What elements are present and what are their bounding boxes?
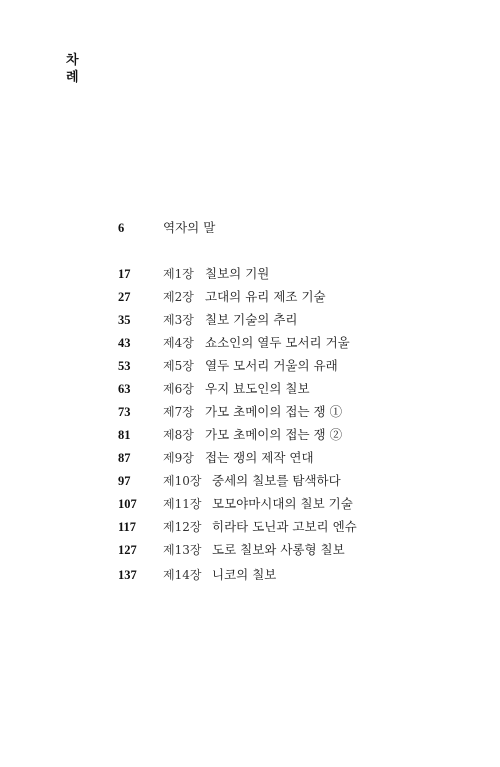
page-number: 53 (118, 359, 131, 373)
toc-entry (0, 425, 500, 445)
page-number: 43 (118, 336, 131, 350)
toc-entry (0, 471, 500, 491)
chapter-title: 도로 칠보와 사롱형 칠보 (212, 542, 345, 557)
chapter-title: 고대의 유리 제조 기술 (205, 289, 326, 304)
chapter-title: 중세의 칠보를 탐색하다 (212, 473, 341, 488)
chapter-label: 제4장 (163, 336, 194, 350)
page-number: 73 (118, 405, 131, 419)
chapter-label: 제11장 (163, 497, 202, 511)
chapter-title: 열두 모서리 거울의 유래 (205, 358, 338, 373)
toc-entry (0, 287, 500, 307)
chapter-title: 모모야마시대의 칠보 기술 (212, 496, 353, 511)
chapter-title: 칠보 기술의 추리 (205, 312, 298, 327)
page-number: 17 (118, 267, 131, 281)
page-number: 107 (118, 497, 137, 511)
page-number: 6 (118, 221, 125, 235)
chapter-label: 제7장 (163, 405, 194, 419)
chapter-label: 제2장 (163, 290, 194, 304)
page-number: 97 (118, 474, 131, 488)
chapter-label: 제1장 (163, 267, 194, 281)
toc-heading-line-1: 차 (66, 53, 79, 68)
toc-entry (0, 517, 500, 537)
toc-entry (0, 540, 500, 560)
page-number: 27 (118, 290, 131, 304)
toc-entry (0, 333, 500, 353)
page-number: 81 (118, 428, 131, 442)
chapter-title: 쇼소인의 열두 모서리 거울 (205, 335, 350, 350)
toc-entry (0, 565, 500, 585)
toc-entry (0, 356, 500, 376)
page-number: 87 (118, 451, 131, 465)
toc-entry (0, 264, 500, 284)
chapter-title: 칠보의 기원 (205, 266, 270, 281)
toc-heading-line-2: 례 (66, 70, 79, 85)
chapter-title: 가모 초메이의 접는 쟁 ② (205, 427, 343, 442)
page-number: 117 (118, 520, 137, 534)
chapter-label: 제8장 (163, 428, 194, 442)
toc-entry (0, 448, 500, 468)
toc-entry (0, 494, 500, 514)
chapter-label: 제13장 (163, 543, 202, 557)
chapter-label: 제6장 (163, 382, 194, 396)
chapter-title: 우지 뵤도인의 칠보 (205, 381, 310, 396)
chapter-title: 가모 초메이의 접는 쟁 ① (205, 404, 343, 419)
toc-entry (0, 402, 500, 422)
chapter-title: 니코의 칠보 (212, 567, 277, 582)
chapter-label: 제10장 (163, 474, 202, 488)
chapter-label: 제3장 (163, 313, 194, 327)
page-number: 127 (118, 543, 137, 557)
chapter-label: 제14장 (163, 568, 202, 582)
toc-entry (0, 218, 500, 238)
toc-entry (0, 379, 500, 399)
page-number: 137 (118, 568, 137, 582)
chapter-label: 제9장 (163, 451, 194, 465)
page-number: 63 (118, 382, 131, 396)
chapter-title: 히라타 도닌과 고보리 엔슈 (212, 519, 357, 534)
chapter-title: 접는 쟁의 제작 연대 (205, 450, 314, 465)
page-number: 35 (118, 313, 131, 327)
chapter-title: 역자의 말 (163, 220, 216, 235)
chapter-label: 제5장 (163, 359, 194, 373)
chapter-label: 제12장 (163, 520, 202, 534)
toc-entry (0, 310, 500, 330)
